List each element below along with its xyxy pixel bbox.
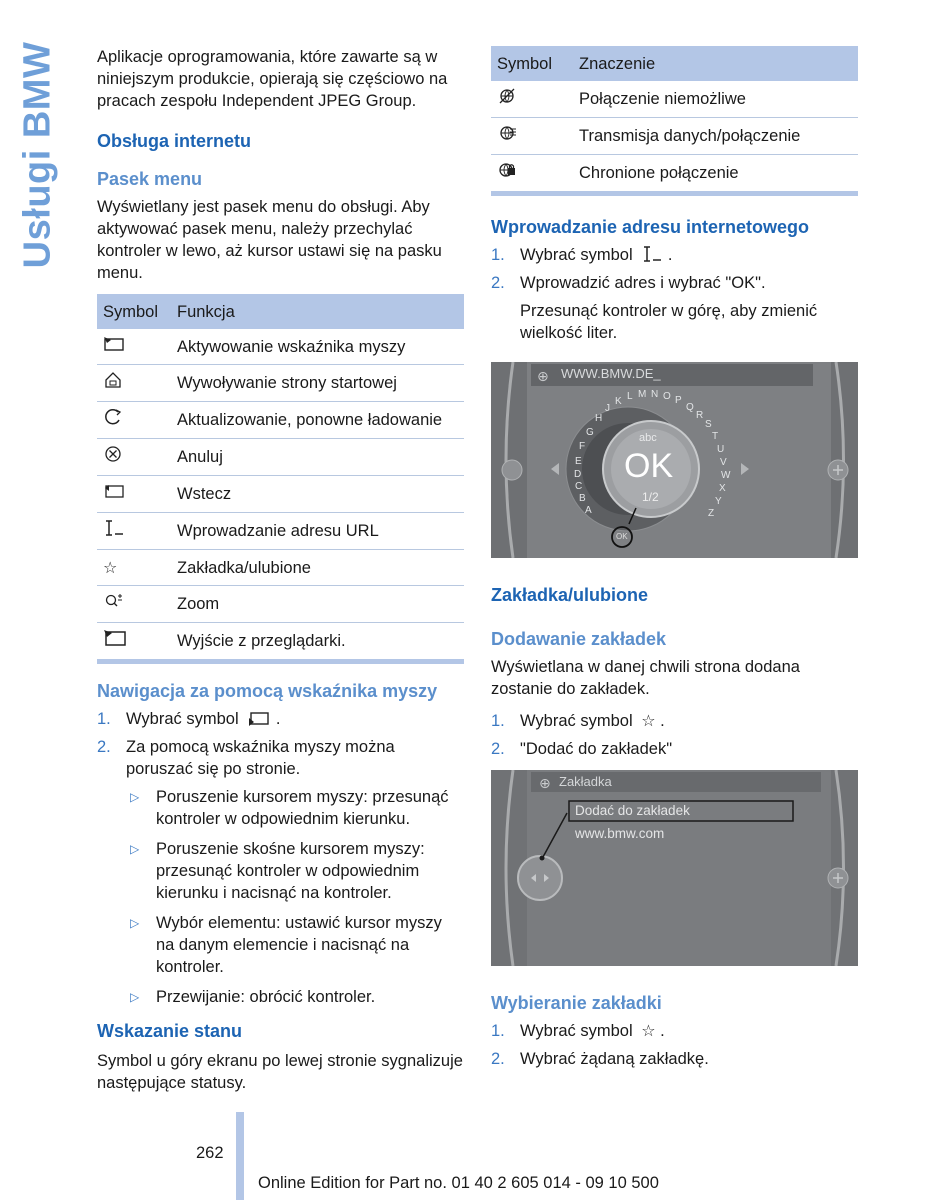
add-bookmarks-paragraph: Wyświetlana w danej chwili strona dodana zostanie do zakładek. [491,658,800,698]
bookmark-screen-title: Zakładka [559,774,612,789]
add-bookmark-steps [491,710,858,760]
list-item: ▷ Poruszenie skośne kursorem myszy: przesunąć kontroler w odpowiednim kierunku i nacisnąć na kontroler. [130,840,425,902]
footer-edition-text: Online Edition for Part no. 01 40 2 605 014 - 09 10 500 [258,1174,659,1192]
star-icon: ☆ [103,557,118,577]
right-column [491,46,858,1076]
table-row [97,513,464,550]
table-row [97,365,464,402]
heading-select-bookmark: Wybieranie zakładki [491,993,662,1013]
heading-add-bookmarks: Dodawanie zakładek [491,629,667,649]
speller-page-indicator: 1/2 [642,490,659,504]
intro-paragraph: Aplikacje oprogramowania, które zawarte są w niniejszym produkcie, opierają się częściowo na pracach zespołu Independent JPEG Group. [97,48,448,110]
table-row [97,476,464,513]
table-cell-meaning: Chronione połączenie [573,155,858,194]
address-steps [491,244,858,344]
side-tab-label: Usługi BMW [16,41,59,269]
table-cell-function: Wprowadzanie adresu URL [171,513,464,550]
table-row [491,81,858,118]
table-header-symbol: Symbol [97,294,171,329]
table-row [97,550,464,586]
table-cell-function: Aktualizowanie, ponowne ładowanie [171,402,464,439]
zoom-icon [103,592,125,610]
secure-connection-icon [497,161,517,179]
list-item: 1. Wybrać symbol ☆ . [491,711,665,730]
add-bookmark-menu-item[interactable]: Dodać do zakładek [575,803,690,818]
table-row [97,402,464,439]
bookmark-url-item[interactable]: www.bmw.com [575,826,665,841]
table-row [491,118,858,155]
heading-mouse-navigation: Nawigacja za pomocą wskaźnika myszy [97,681,438,701]
table-header-symbol: Symbol [491,46,573,81]
url-input-icon [103,519,125,537]
page-number: 262 [196,1144,224,1162]
table-header-function: Funkcja [171,294,464,329]
home-icon [103,371,123,389]
speller-small-ok: OK [616,532,628,541]
section-side-tab [16,40,60,270]
bookmark-screen-graphic [491,770,858,966]
menu-bar-paragraph: Wyświetlany jest pasek menu do obsługi. Aby aktywować pasek menu, należy przechylać kontroler w lewo, aż kursor ustawi się na pasku menu. [97,198,442,282]
footer-accent-bar [236,1112,244,1200]
table-cell-meaning: Transmisja danych/połączenie [573,118,858,155]
speller-screenshot [491,362,858,558]
table-row [97,586,464,623]
table-cell-function: Zoom [171,586,464,623]
star-icon: ☆ [641,711,656,730]
star-icon: ☆ [641,1021,656,1040]
heading-internet: Obsługa internetu [97,131,252,151]
menu-symbol-table [97,294,464,664]
sub-bullet-list [126,786,464,1008]
status-paragraph: Symbol u góry ekranu po lewej stronie sygnalizuje następujące statusy. [97,1052,463,1092]
exit-browser-icon [103,629,127,647]
heading-status: Wskazanie stanu [97,1021,243,1041]
back-icon [103,482,125,500]
table-row [97,623,464,662]
globe-icon: ⊕ [537,369,549,385]
select-bookmark-steps [491,1020,858,1070]
list-item: ▷ Poruszenie kursorem myszy: przesunąć kontroler w odpowiednim kierunku. [130,788,449,828]
list-item: 2. Za pomocą wskaźnika myszy można poruszać się po stronie. ▷ Poruszenie kursorem myszy: przesunąć kontroler w odpowiednim kierunku. ▷ Poruszenie skośne kursorem myszy: przesunąć kontroler w odpowiednim kierunku i nacisnąć na kontroler. ▷ Wybór elementu: ustawić kursor myszy na danym elemencie i nacisnąć na kontroler. ▷ Przewijanie: obrócić kontroler. [97,736,464,1008]
globe-icon: ⊕ [539,776,551,792]
table-cell-function: Anuluj [171,439,464,476]
table-row [97,329,464,365]
list-item: ▷ Przewijanie: obrócić kontroler. [130,988,376,1006]
heading-address-entry: Wprowadzanie adresu internetowego [491,217,810,237]
list-item: 2. "Dodać do zakładek" [491,740,673,758]
table-cell-meaning: Połączenie niemożliwe [573,81,858,118]
table-cell-function: Aktywowanie wskaźnika myszy [171,329,464,365]
heading-menu-bar: Pasek menu [97,169,203,189]
no-connection-icon [497,87,517,105]
table-row [491,155,858,194]
list-item: 2. Wybrać żądaną zakładkę. [491,1050,709,1068]
speller-letter-wheel[interactable]: H G F E D C B A J K L M N O P Q R S T U V W X Y Z [574,389,731,519]
left-column [97,46,464,1104]
table-cell-function: Wyjście z przeglądarki. [171,623,464,662]
list-item: ▷ Wybór elementu: ustawić kursor myszy na danym elemencie i nacisnąć na kontroler. [130,914,442,976]
table-cell-function: Zakładka/ulubione [171,550,464,586]
bookmark-screenshot [491,770,858,966]
table-header-meaning: Znaczenie [573,46,858,81]
speller-ok-button[interactable]: OK [624,447,674,485]
mouse-pointer-icon [103,336,125,352]
mouse-navigation-steps [97,708,464,1008]
table-cell-function: Wywoływanie strony startowej [171,365,464,402]
status-symbol-table [491,46,858,196]
url-display: WWW.BMW.DE_ [561,366,661,381]
data-transfer-icon [497,124,517,142]
table-row [97,439,464,476]
list-item: 1. Wybrać symbol . [97,710,281,728]
reload-icon [103,408,123,426]
heading-bookmarks: Zakładka/ulubione [491,585,649,605]
table-cell-function: Wstecz [171,476,464,513]
url-input-icon [641,246,663,262]
list-item: 1. Wybrać symbol . [491,246,673,264]
speller-abc-label: abc [639,432,657,444]
list-item: 2. Wprowadzić adres i wybrać "OK". Przesunąć kontroler w górę, aby zmienić wielkość liter. [491,274,818,342]
mouse-pointer-icon [247,710,271,726]
cancel-icon [103,445,123,463]
list-item: 1. Wybrać symbol ☆ . [491,1021,665,1040]
